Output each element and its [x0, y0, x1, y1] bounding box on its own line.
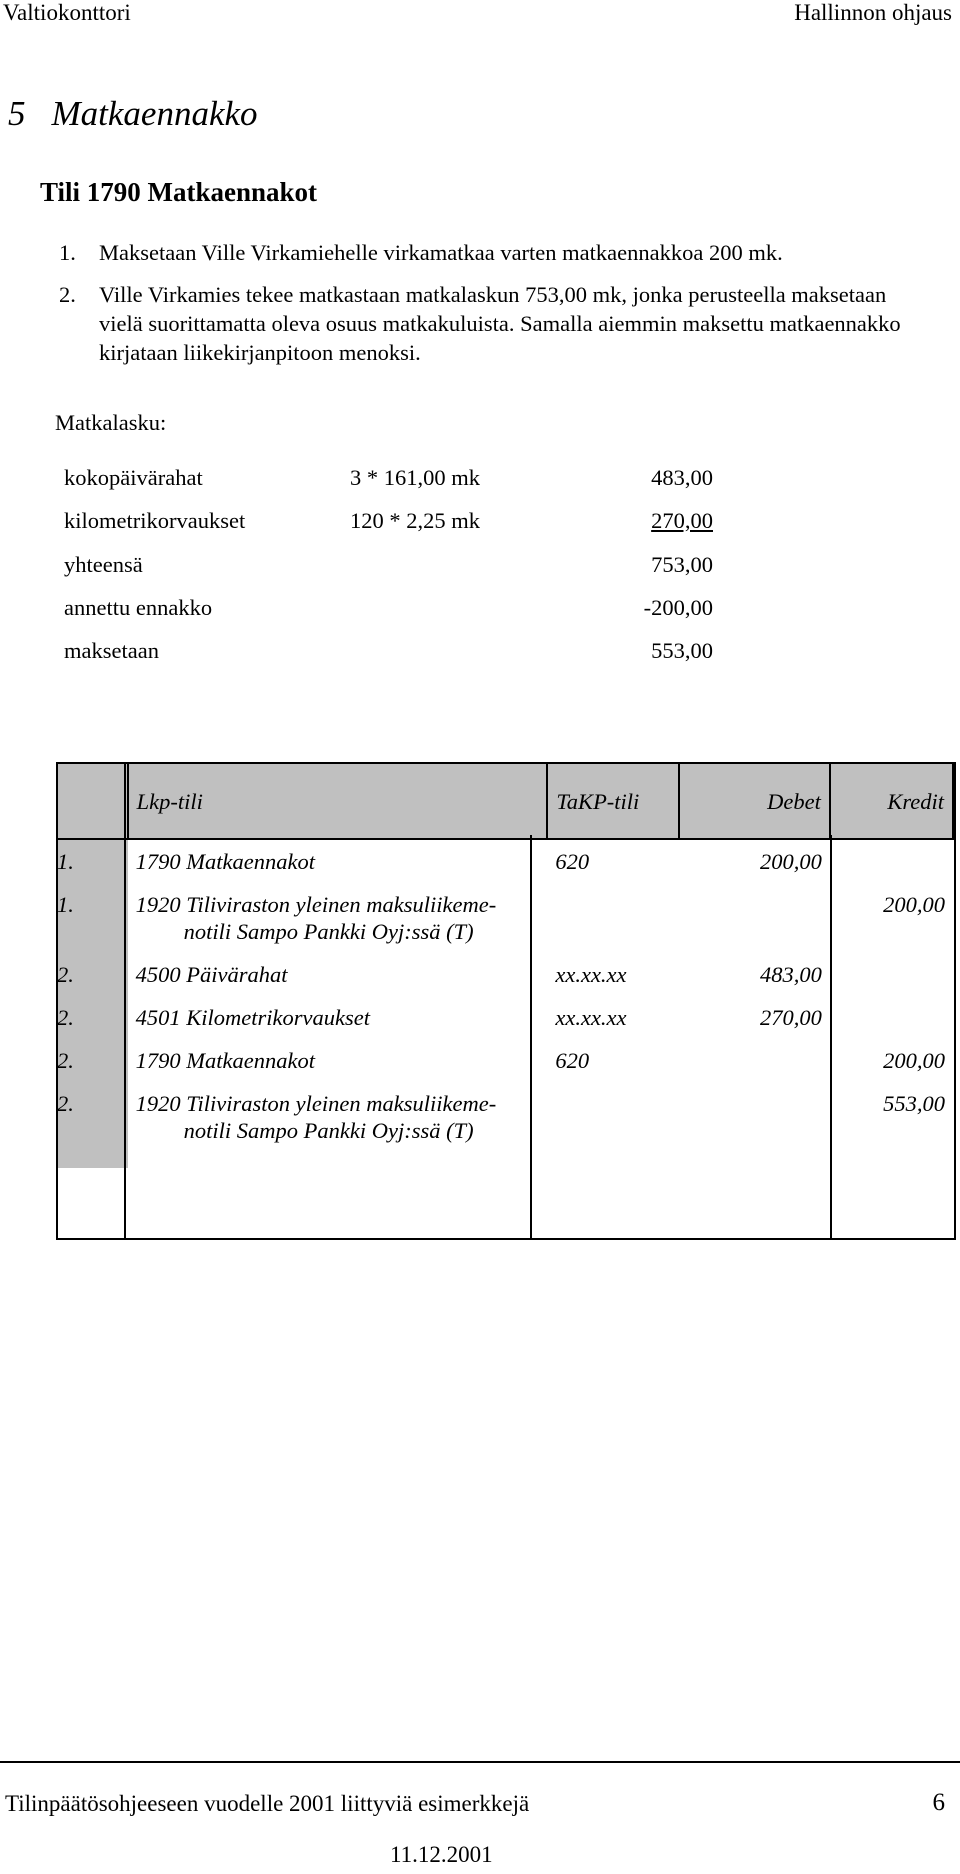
ledger-header-debet: Debet	[679, 763, 830, 839]
kredit-amount	[830, 839, 953, 883]
ledger-divider	[830, 835, 832, 1240]
account-heading: Tili 1790 Matkaennakot	[40, 177, 318, 207]
ledger-header-lkp: Lkp-tili	[128, 763, 548, 839]
ledger-divider	[124, 762, 126, 1240]
section-heading	[8, 94, 258, 134]
invoice-amount: 270,00	[651, 508, 713, 533]
entry-number: 2.	[57, 953, 128, 996]
debet-amount	[679, 1039, 830, 1082]
ledger-header-row	[57, 763, 953, 839]
item-1-number: 1.	[59, 240, 76, 265]
invoice-label: maksetaan	[64, 638, 159, 663]
ledger-row	[57, 953, 953, 996]
invoice-label: kokopäivärahat	[64, 465, 203, 490]
invoice-amount: -200,00	[643, 595, 713, 620]
takp-account: xx.xx.xx	[555, 1005, 627, 1030]
ledger-table	[56, 762, 954, 1168]
header-organization: Valtiokonttori	[3, 0, 131, 25]
item-2-line-3: kirjataan liikekirjanpitoon menoksi.	[99, 340, 421, 365]
invoice-calc: 120 * 2,25 mk	[350, 508, 481, 533]
page-number: 6	[932, 1789, 945, 1816]
account-name: 1790 Matkaennakot	[135, 849, 315, 874]
kredit-amount	[830, 953, 953, 996]
footer-date: 11.12.2001	[390, 1842, 493, 1867]
ledger-header-blank	[57, 763, 128, 839]
ledger-row	[57, 883, 953, 953]
entry-number: 2.	[57, 1039, 128, 1082]
footer-rule	[0, 1761, 960, 1763]
kredit-amount	[830, 996, 953, 1039]
entry-number: 2.	[57, 996, 128, 1039]
ledger-row	[57, 996, 953, 1039]
account-name: 1920 Tiliviraston yleinen maksuliikeme- notili Sampo Pankki Oyj:ssä (T)	[135, 892, 497, 944]
invoice-calc: 3 * 161,00 mk	[350, 465, 481, 490]
invoice-amount: 553,00	[651, 638, 713, 663]
footer-text: Tilinpäätösohjeeseen vuodelle 2001 liittyviä esimerkkejä	[5, 1791, 530, 1816]
takp-account: 620	[555, 849, 590, 874]
ledger-divider	[530, 835, 532, 1240]
section-number: 5	[8, 94, 26, 133]
takp-account: 620	[555, 1048, 590, 1073]
debet-amount	[679, 1082, 830, 1168]
invoice-label: annettu ennakko	[64, 595, 213, 620]
debet-amount: 270,00	[759, 1005, 822, 1030]
item-2-line-2: vielä suorittamatta oleva osuus matkakuluista. Samalla aiemmin maksettu matkaennakko	[99, 311, 901, 336]
ledger-header-takp: TaKP-tili	[547, 763, 678, 839]
header-department: Hallinnon ohjaus	[794, 0, 952, 25]
takp-account	[547, 1082, 678, 1168]
invoice-label: yhteensä	[64, 552, 143, 577]
item-2-line-1: Ville Virkamies tekee matkastaan matkalaskun 753,00 mk, jonka perusteella maksetaan	[99, 282, 887, 307]
debet-amount: 483,00	[759, 962, 822, 987]
debet-amount: 200,00	[759, 849, 822, 874]
account-name: 4500 Päivärahat	[135, 962, 288, 987]
account-name: 1920 Tiliviraston yleinen maksuliikeme- notili Sampo Pankki Oyj:ssä (T)	[135, 1091, 497, 1143]
section-title: Matkaennakko	[51, 94, 258, 133]
takp-account: xx.xx.xx	[555, 962, 627, 987]
ledger-header-kredit: Kredit	[830, 763, 953, 839]
ledger-row	[57, 1039, 953, 1082]
kredit-amount: 200,00	[883, 892, 945, 917]
invoice-amount: 483,00	[651, 465, 713, 490]
ledger-row	[57, 839, 953, 883]
ledger-row	[57, 1082, 953, 1168]
entry-number: 1.	[57, 883, 128, 953]
account-name: 1790 Matkaennakot	[135, 1048, 315, 1073]
invoice-title: Matkalasku:	[55, 410, 167, 435]
entry-number: 1.	[57, 839, 128, 883]
takp-account	[547, 883, 678, 953]
kredit-amount: 553,00	[883, 1091, 945, 1116]
item-2-number: 2.	[59, 282, 76, 307]
account-name: 4501 Kilometrikorvaukset	[135, 1005, 370, 1030]
invoice-label: kilometrikorvaukset	[64, 508, 246, 533]
invoice-amount: 753,00	[651, 552, 713, 577]
debet-amount	[679, 883, 830, 953]
item-1-text: Maksetaan Ville Virkamiehelle virkamatkaa varten matkaennakkoa 200 mk.	[99, 240, 783, 265]
kredit-amount: 200,00	[883, 1048, 945, 1073]
entry-number: 2.	[57, 1082, 128, 1168]
